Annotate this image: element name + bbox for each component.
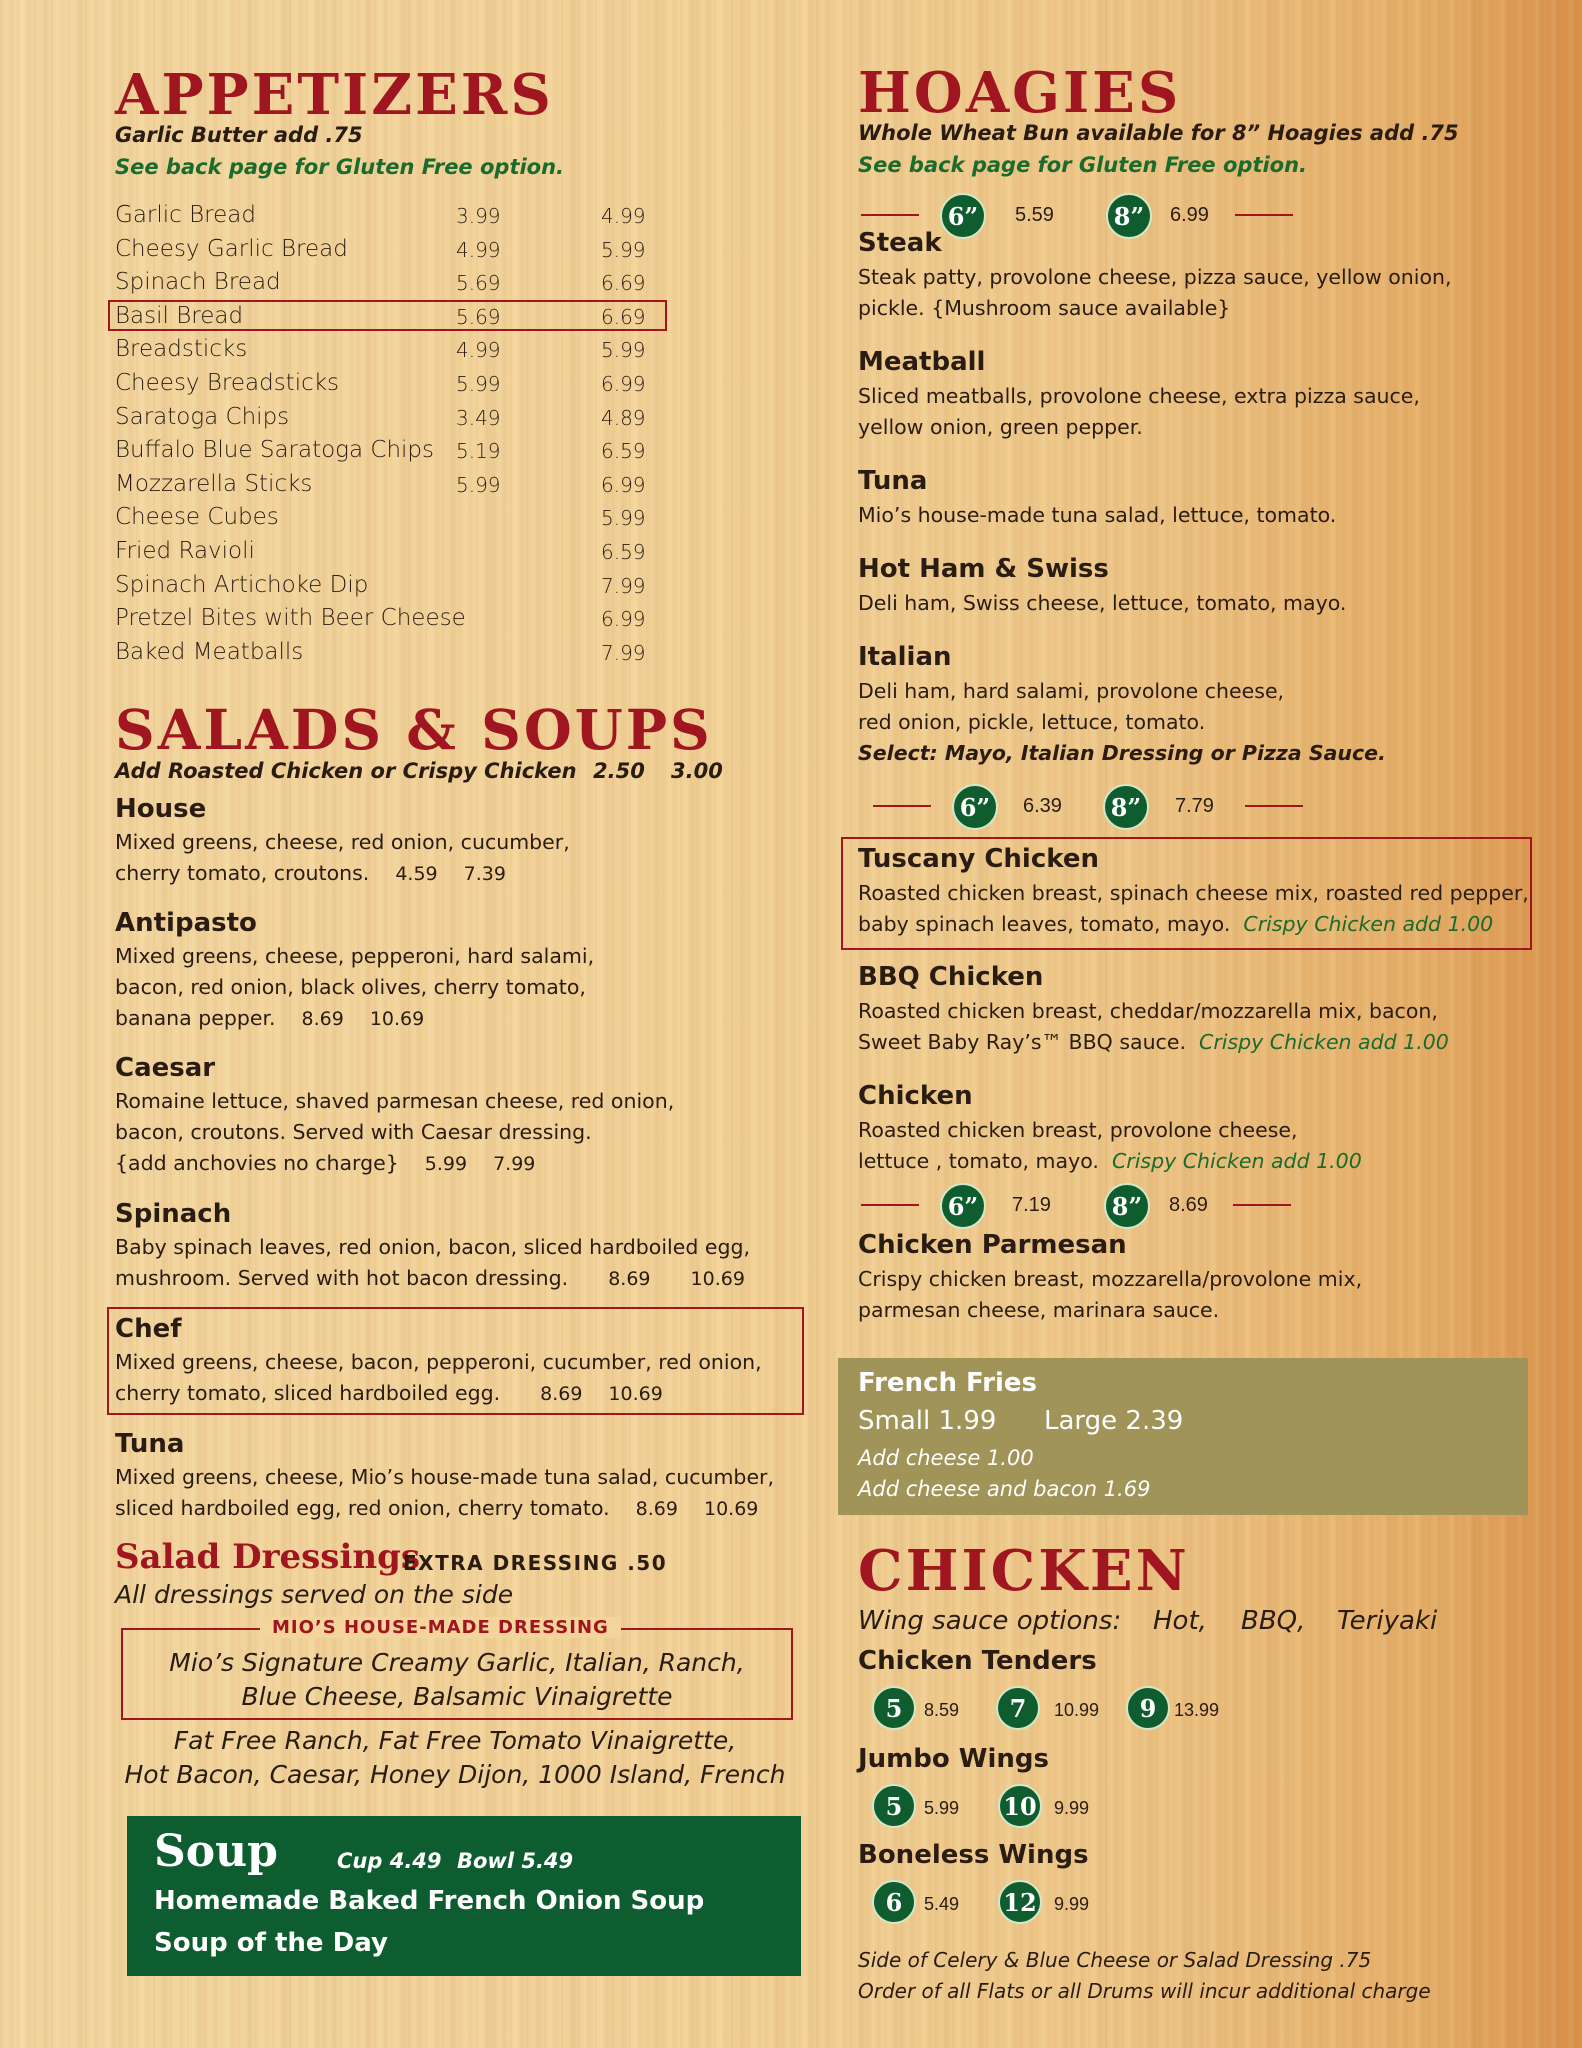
desc-line — [115, 1493, 774, 1525]
price-small: 8.69 — [608, 1268, 651, 1290]
list-item — [115, 568, 655, 602]
size-8-badge: 8” — [1103, 784, 1149, 830]
house-dressing-label: MIO’S HOUSE-MADE DRESSING — [260, 1617, 621, 1638]
other-dressings-line2: Hot Bacon, Caesar, Honey Dijon, 1000 Island, French — [124, 1760, 786, 1789]
item-price-large: 7.99 — [601, 640, 646, 665]
list-item — [115, 467, 655, 501]
dressings-on-side-note: All dressings served on the side — [115, 1580, 514, 1609]
item-price-small: 4.99 — [456, 338, 501, 363]
fries-small-price: Small 1.99 — [858, 1406, 997, 1436]
soup-item-french-onion: Homemade Baked French Onion Soup — [154, 1886, 705, 1916]
size-8-price: 6.99 — [1170, 204, 1209, 226]
hoagie-tuscany-chicken-name: Tuscany Chicken — [858, 844, 1099, 874]
item-price-small: 5.99 — [456, 472, 501, 497]
hoagie-steak-desc — [858, 262, 1452, 324]
item-price-large: 4.89 — [601, 405, 646, 430]
desc-line — [115, 858, 570, 890]
item-price-large: 6.59 — [601, 439, 646, 464]
hoagie-bbq-chicken-name: BBQ Chicken — [858, 962, 1044, 992]
list-item — [115, 500, 655, 534]
item-price-large: 6.99 — [601, 472, 646, 497]
desc-line: Mixed greens, cheese, pepperoni, hard salami, — [115, 944, 595, 968]
desc-text: baby spinach leaves, tomato, mayo. — [858, 912, 1231, 936]
desc-line: Roasted chicken breast, spinach cheese mix, roasted red pepper, — [858, 881, 1529, 905]
house-dressing-line1: Mio’s Signature Creamy Garlic, Italian, Ranch, — [169, 1648, 745, 1677]
item-name: Spinach Artichoke Dip — [115, 571, 369, 598]
crispy-chicken-addon: Crispy Chicken add 1.00 — [1199, 1030, 1449, 1054]
salad-antipasto-desc — [115, 941, 594, 1035]
price-small: 8.69 — [635, 1498, 678, 1520]
salads-add-chicken-text: Add Roasted Chicken or Crispy Chicken — [115, 759, 577, 783]
soup-title: Soup — [154, 1826, 278, 1877]
price-large: 10.69 — [690, 1268, 745, 1290]
desc-line — [115, 1003, 594, 1035]
count-badge: 6 — [872, 1880, 916, 1924]
hoagie-chicken-parmesan-name: Chicken Parmesan — [858, 1230, 1127, 1260]
count-price: 9.99 — [1054, 1894, 1090, 1914]
flats-drums-note: Order of all Flats or all Drums will incur additional charge — [858, 1979, 1431, 2003]
divider-line — [861, 1204, 919, 1206]
desc-line — [858, 1146, 1362, 1177]
soup-item-of-the-day: Soup of the Day — [154, 1928, 388, 1958]
desc-line: Mio’s house-made tuna salad, lettuce, tomato. — [858, 503, 1337, 527]
wing-sauce-hot: Hot, — [1153, 1606, 1207, 1636]
item-price-large: 6.59 — [601, 540, 646, 564]
desc-line — [115, 1378, 762, 1410]
salad-chef-name: Chef — [115, 1314, 182, 1344]
jumbo-count-prices — [872, 1784, 1172, 1830]
desc-line: Baby spinach leaves, red onion, bacon, sliced hardboiled egg, — [115, 1235, 751, 1259]
list-item — [115, 232, 655, 266]
hoagies-wheat-bun-note: Whole Wheat Bun available for 8” Hoagies add .75 — [858, 121, 1459, 145]
salad-dressings-title: Salad Dressings — [115, 1537, 421, 1577]
side-celery-note: Side of Celery & Blue Cheese or Salad Dressing .75 — [858, 1948, 1372, 1972]
count-badge: 12 — [998, 1880, 1042, 1924]
hoagie-bbq-chicken-desc — [858, 996, 1449, 1058]
list-item — [115, 601, 655, 635]
size-6-price: 5.59 — [1015, 204, 1054, 226]
list-item — [115, 366, 655, 400]
hoagie-chicken-parmesan-desc — [858, 1264, 1362, 1326]
wing-sauce-bbq: BBQ, — [1241, 1606, 1306, 1636]
appetizers-note-garlic-butter: Garlic Butter add .75 — [115, 123, 363, 147]
item-price-large: 5.99 — [601, 506, 646, 531]
fries-title: French Fries — [858, 1368, 1037, 1398]
jumbo-wings-name: Jumbo Wings — [858, 1744, 1049, 1774]
french-fries-box — [838, 1358, 1528, 1515]
desc-text: cherry tomato, croutons. — [115, 861, 370, 885]
divider-line — [1233, 1204, 1291, 1206]
item-price-large: 6.69 — [601, 271, 646, 296]
price-large: 7.39 — [463, 863, 506, 885]
boneless-count-prices — [872, 1880, 1172, 1926]
price-large: 10.69 — [703, 1498, 759, 1520]
desc-line — [858, 1027, 1449, 1058]
desc-line: Roasted chicken breast, cheddar/mozzarella mix, bacon, — [858, 999, 1438, 1023]
desc-text: sliced hardboiled egg, red onion, cherry tomato. — [115, 1496, 610, 1520]
hoagie-chicken-desc — [858, 1115, 1362, 1177]
basil-bread-highlight — [108, 300, 667, 331]
size-8-badge: 8” — [1106, 193, 1152, 239]
other-dressings-line1: Fat Free Ranch, Fat Free Tomato Vinaigrette, — [173, 1726, 737, 1755]
size-8-price: 7.79 — [1175, 795, 1214, 817]
appetizers-list — [115, 198, 675, 670]
salad-tuna-name: Tuna — [115, 1429, 185, 1459]
count-price: 10.99 — [1054, 1700, 1100, 1720]
size-6-price: 7.19 — [1012, 1194, 1051, 1216]
crispy-chicken-addon: Crispy Chicken add 1.00 — [1243, 912, 1494, 936]
hoagies-gluten-free-note: See back page for Gluten Free option. — [858, 153, 1308, 177]
hoagie-italian-desc — [858, 676, 1386, 769]
desc-line: bacon, red onion, black olives, cherry tomato, — [115, 975, 586, 999]
list-item — [115, 400, 655, 434]
salads-soups-title: SALADS & SOUPS — [115, 697, 713, 762]
item-name: Cheesy Breadsticks — [115, 370, 340, 396]
count-price: 13.99 — [1174, 1700, 1220, 1720]
desc-line: Mixed greens, cheese, red onion, cucumber, — [115, 830, 570, 854]
desc-line — [115, 1148, 674, 1180]
list-item — [115, 332, 655, 366]
hoagie-tuna-name: Tuna — [858, 466, 928, 496]
hoagie-meatball-desc — [858, 381, 1420, 443]
size-6-badge: 6” — [940, 193, 986, 239]
fries-large-price: Large 2.39 — [1044, 1406, 1184, 1436]
list-item — [115, 198, 655, 232]
item-name: Mozzarella Sticks — [115, 470, 313, 497]
wing-sauce-label: Wing sauce options: — [858, 1606, 1122, 1636]
salad-spinach-name: Spinach — [115, 1199, 232, 1229]
item-price-small: 4.99 — [456, 237, 501, 262]
size-6-badge: 6” — [940, 1183, 986, 1229]
count-badge: 5 — [872, 1686, 916, 1730]
soup-bowl-price: Bowl 5.49 — [457, 1849, 574, 1873]
chicken-tenders-name: Chicken Tenders — [858, 1646, 1097, 1676]
divider-line — [873, 805, 931, 807]
salad-tuna-desc — [115, 1462, 774, 1525]
hoagie-chicken-name: Chicken — [858, 1081, 973, 1111]
salad-house-name: House — [115, 794, 207, 824]
salad-chef-desc — [115, 1347, 762, 1410]
house-dressing-line2: Blue Cheese, Balsamic Vinaigrette — [241, 1682, 673, 1711]
crispy-chicken-addon: Crispy Chicken add 1.00 — [1111, 1149, 1362, 1173]
item-price-large: 6.99 — [601, 607, 646, 632]
item-name: Cheesy Garlic Bread — [115, 235, 348, 262]
salad-caesar-name: Caesar — [115, 1053, 216, 1083]
price-small: 5.99 — [424, 1153, 468, 1175]
count-badge: 9 — [1126, 1686, 1170, 1730]
salad-antipasto-name: Antipasto — [115, 908, 257, 938]
wing-sauce-options — [858, 1606, 1498, 1636]
item-name: Baked Meatballs — [115, 638, 304, 665]
item-name: Fried Ravioli — [115, 538, 255, 564]
desc-line: Select: Mayo, Italian Dressing or Pizza Sauce. — [858, 741, 1386, 765]
item-name: Buffalo Blue Saratoga Chips — [115, 437, 434, 464]
item-price-small: 3.99 — [456, 204, 501, 228]
desc-text: banana pepper. — [115, 1006, 276, 1030]
fries-add-cheese: Add cheese 1.00 — [858, 1446, 1034, 1470]
salad-spinach-desc — [115, 1232, 750, 1295]
price-large: 10.69 — [369, 1008, 425, 1030]
item-price-small: 3.49 — [456, 405, 501, 430]
item-price-small: 5.69 — [456, 271, 501, 296]
item-name: Pretzel Bites with Beer Cheese — [115, 605, 466, 632]
price-large: 10.69 — [608, 1383, 663, 1405]
extra-dressing-price: EXTRA DRESSING .50 — [403, 1551, 668, 1575]
hoagies-title: HOAGIES — [858, 60, 1182, 126]
count-price: 9.99 — [1054, 1798, 1090, 1818]
desc-line — [115, 1263, 750, 1295]
size-8-badge: 8” — [1104, 1183, 1150, 1229]
desc-line: red onion, pickle, lettuce, tomato. — [858, 710, 1206, 734]
desc-line: Mixed greens, cheese, bacon, pepperoni, cucumber, red onion, — [115, 1350, 762, 1374]
desc-line: bacon, croutons. Served with Caesar dressing. — [115, 1120, 592, 1144]
count-price: 8.59 — [924, 1700, 960, 1720]
hoagie-ham-swiss-name: Hot Ham & Swiss — [858, 554, 1109, 584]
price-small: 4.59 — [395, 863, 438, 885]
desc-line: pickle. {Mushroom sauce available} — [858, 296, 1231, 320]
list-item — [115, 635, 655, 669]
count-badge: 5 — [872, 1784, 916, 1828]
count-badge: 7 — [996, 1686, 1040, 1730]
desc-line: yellow onion, green pepper. — [858, 415, 1143, 439]
count-price: 5.49 — [924, 1894, 960, 1914]
list-item — [115, 534, 655, 568]
desc-line: parmesan cheese, marinara sauce. — [858, 1298, 1220, 1322]
salad-caesar-desc — [115, 1086, 674, 1180]
price-small: 8.69 — [540, 1383, 583, 1405]
desc-text: {add anchovies no charge} — [115, 1151, 399, 1175]
hoagie-ham-swiss-desc — [858, 588, 1346, 619]
salads-add-crispy-price: 3.00 — [671, 759, 723, 783]
hoagie-tuna-desc — [858, 500, 1336, 531]
item-price-large: 5.99 — [601, 338, 646, 363]
hoagie-italian-name: Italian — [858, 642, 952, 672]
size-price-row — [861, 1183, 1301, 1227]
divider-line — [1245, 805, 1303, 807]
salads-add-chicken-note — [115, 759, 735, 783]
divider-line — [861, 214, 919, 216]
item-name: Cheese Cubes — [115, 504, 279, 531]
boneless-wings-name: Boneless Wings — [858, 1840, 1089, 1870]
tenders-count-prices — [872, 1686, 1272, 1732]
desc-line: Sliced meatballs, provolone cheese, extra pizza sauce, — [858, 384, 1420, 408]
item-price-large: 6.99 — [601, 372, 646, 396]
desc-line: Romaine lettuce, shaved parmesan cheese, red onion, — [115, 1089, 675, 1113]
desc-text: Sweet Baby Ray’s™ BBQ sauce. — [858, 1030, 1186, 1054]
item-price-large: 6.69 — [601, 304, 646, 329]
desc-text: cherry tomato, sliced hardboiled egg. — [115, 1381, 501, 1405]
count-price: 5.99 — [924, 1798, 960, 1818]
item-name: Spinach Bread — [115, 269, 281, 296]
size-price-row — [873, 784, 1313, 828]
wing-sauce-teriyaki: Teriyaki — [1337, 1606, 1438, 1636]
size-8-price: 8.69 — [1169, 1194, 1208, 1216]
desc-line: Crispy chicken breast, mozzarella/provolone mix, — [858, 1267, 1363, 1291]
soup-cup-price: Cup 4.49 — [337, 1849, 442, 1873]
desc-line — [858, 909, 1529, 940]
salads-add-roasted-price: 2.50 — [593, 759, 645, 783]
item-price-large: 4.99 — [601, 204, 646, 228]
item-price-small: 5.69 — [456, 304, 501, 329]
fries-add-cheese-bacon: Add cheese and bacon 1.69 — [858, 1477, 1151, 1501]
item-price-large: 7.99 — [601, 573, 646, 598]
list-item — [115, 433, 655, 467]
size-6-badge: 6” — [952, 784, 998, 830]
item-name: Basil Bread — [115, 302, 244, 329]
divider-line — [1235, 214, 1293, 216]
item-name: Breadsticks — [115, 336, 248, 363]
item-price-small: 5.99 — [456, 372, 501, 396]
size-6-price: 6.39 — [1023, 795, 1062, 817]
hoagie-tuscany-chicken-desc — [858, 878, 1529, 940]
price-small: 8.69 — [301, 1008, 344, 1030]
desc-line: Mixed greens, cheese, Mio’s house-made tuna salad, cucumber, — [115, 1465, 775, 1489]
item-price-large: 5.99 — [601, 237, 646, 262]
chicken-title: CHICKEN — [858, 1538, 1190, 1604]
price-large: 7.99 — [493, 1153, 536, 1175]
hoagie-steak-name: Steak — [858, 228, 942, 258]
desc-line: Deli ham, Swiss cheese, lettuce, tomato, mayo. — [858, 591, 1347, 615]
appetizers-note-gluten-free: See back page for Gluten Free option. — [115, 155, 565, 179]
appetizers-title: APPETIZERS — [115, 62, 554, 128]
count-badge: 10 — [998, 1784, 1042, 1828]
item-name: Garlic Bread — [115, 202, 256, 228]
desc-line: Deli ham, hard salami, provolone cheese, — [858, 679, 1285, 703]
salad-house-desc — [115, 827, 570, 890]
list-item — [115, 265, 655, 299]
desc-text: mushroom. Served with hot bacon dressing. — [115, 1266, 569, 1290]
desc-line: Roasted chicken breast, provolone cheese, — [858, 1118, 1298, 1142]
desc-text: lettuce , tomato, mayo. — [858, 1149, 1099, 1173]
item-price-small: 5.19 — [456, 439, 501, 464]
item-name: Saratoga Chips — [115, 403, 290, 430]
soup-box — [127, 1816, 801, 1976]
desc-line: Steak patty, provolone cheese, pizza sauce, yellow onion, — [858, 265, 1452, 289]
chicken-section — [858, 1530, 1538, 2010]
hoagie-meatball-name: Meatball — [858, 347, 986, 377]
